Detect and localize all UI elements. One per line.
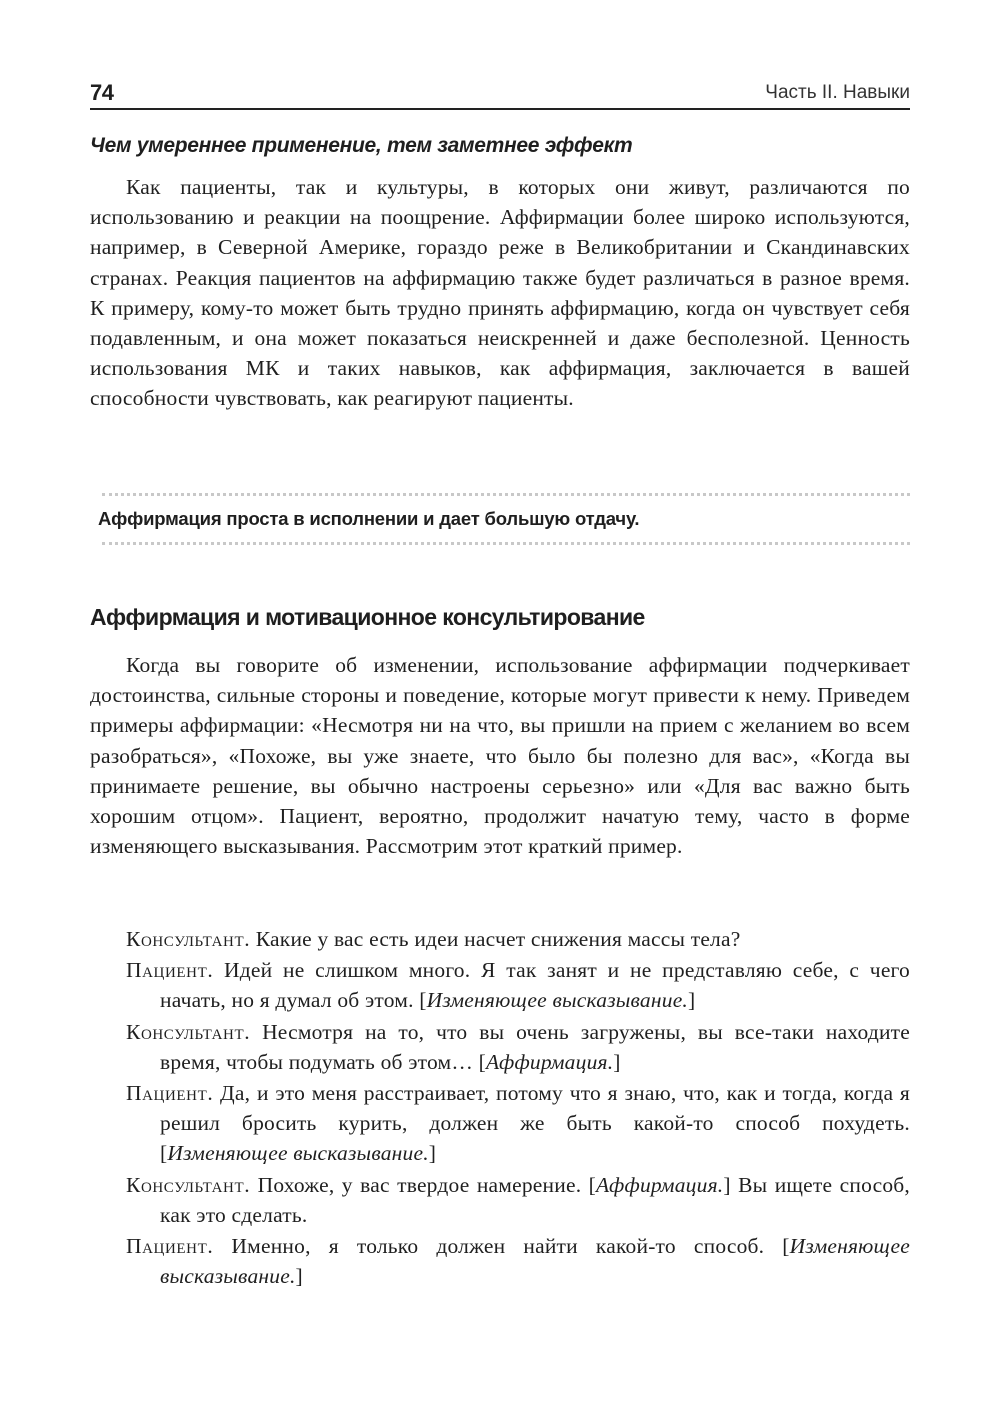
dialogue-after: ] Вы ищете способ, как это сделать. xyxy=(160,1172,910,1227)
dialogue-speaker: Пациент. xyxy=(126,958,214,983)
dialogue-text: Да, и это меня расстраивает, потому что я знаю, что, как и тогда, когда я решил бросить курить, должен же быть какой-то способ похудеть. [ xyxy=(160,1081,910,1166)
dialogue-turn xyxy=(90,1170,910,1230)
dialogue-speaker: Консультант. xyxy=(126,1019,251,1044)
dialogue-after: ] xyxy=(688,988,696,1013)
dialogue-speaker: Консультант. xyxy=(126,927,251,951)
dialogue-speaker: Консультант. xyxy=(126,1172,251,1197)
page-header xyxy=(90,72,910,110)
section-title: Аффирмация и мотивационное консультирование xyxy=(90,604,645,630)
dialogue-note: Изменяющее высказывание. xyxy=(426,988,689,1013)
callout-divider-bottom xyxy=(102,542,910,545)
dialogue-after: ] xyxy=(295,1264,303,1289)
dialogue-text: Несмотря на то, что вы очень загружены, вы все-таки находите время, чтобы подумать об этом… [ xyxy=(160,1019,910,1074)
dialogue-turn xyxy=(90,924,910,954)
dialogue-after: ] xyxy=(428,1141,437,1166)
callout-text: Аффирмация проста в исполнении и дает большую отдачу. xyxy=(98,508,640,529)
dialogue-speaker: Пациент. xyxy=(126,1234,214,1259)
dialogue xyxy=(90,924,910,1292)
page-number: 74 xyxy=(90,80,114,105)
dialogue-speaker: Пациент. xyxy=(126,1081,214,1106)
running-head: Часть II. Навыки xyxy=(765,82,910,103)
dialogue-text: Похоже, у вас твердое намерение. [ xyxy=(250,1172,597,1197)
dialogue-note: Аффирмация. xyxy=(596,1172,724,1197)
dialogue-after: ] xyxy=(613,1049,621,1074)
dialogue-text: Идей не слишком много. Я так занят и не представляю себе, с чего начать, но я думал об этом. [ xyxy=(160,958,910,1013)
dialogue-turn xyxy=(90,1078,910,1169)
dialogue-text: Какие у вас есть идеи насчет снижения массы тела? xyxy=(250,927,741,951)
dialogue-note: Изменяющее высказывание. xyxy=(160,1234,910,1289)
dialogue-turn xyxy=(90,955,910,1015)
dialogue-note: Аффирмация. xyxy=(485,1049,614,1074)
subsection-title: Чем умереннее применение, тем заметнее эффект xyxy=(90,134,633,157)
dialogue-text: Именно, я только должен найти какой-то способ. [ xyxy=(213,1234,790,1259)
callout-divider-top xyxy=(102,493,910,496)
dialogue-turn xyxy=(90,1017,910,1077)
section-paragraph: Когда вы говорите об изменении, использование аффирмации подчеркивает достоинства, сильные стороны и поведение, которые могут привести к нему. Приведем примеры аффирмации: «Несмотря ни на что, вы пришли на прием с желанием во всем разобраться», «Похоже, вы уже знаете, что было бы полезно для вас», «Когда вы принимаете решение, вы обычно настроены серьезно» или «Для вас важно быть хорошим отцом». Пациент, вероятно, продолжит начатую тему, часто в форме изменяющего высказывания. Рассмотрим этот краткий пример. xyxy=(90,653,910,859)
dialogue-note: Изменяющее высказывание. xyxy=(167,1141,429,1166)
callout-box xyxy=(90,488,910,548)
subsection-paragraph: Как пациенты, так и культуры, в которых они живут, различаются по использованию и реакции на поощрение. Аффирмации более широко используются, например, в Северной Америке, гораздо реже в Великобритании и Скандинавских странах. Реакция пациентов на аффирмацию также будет различаться в разное время. К примеру, кому-то может быть трудно принять аффирмацию, когда он чувствует себя подавленным, и она может показаться неискренней и даже бесполезной. Ценность использования МК и таких навыков, как аффирмация, заключается в вашей способности чувствовать, как реагируют пациенты. xyxy=(90,175,910,411)
dialogue-turn xyxy=(90,1231,910,1291)
